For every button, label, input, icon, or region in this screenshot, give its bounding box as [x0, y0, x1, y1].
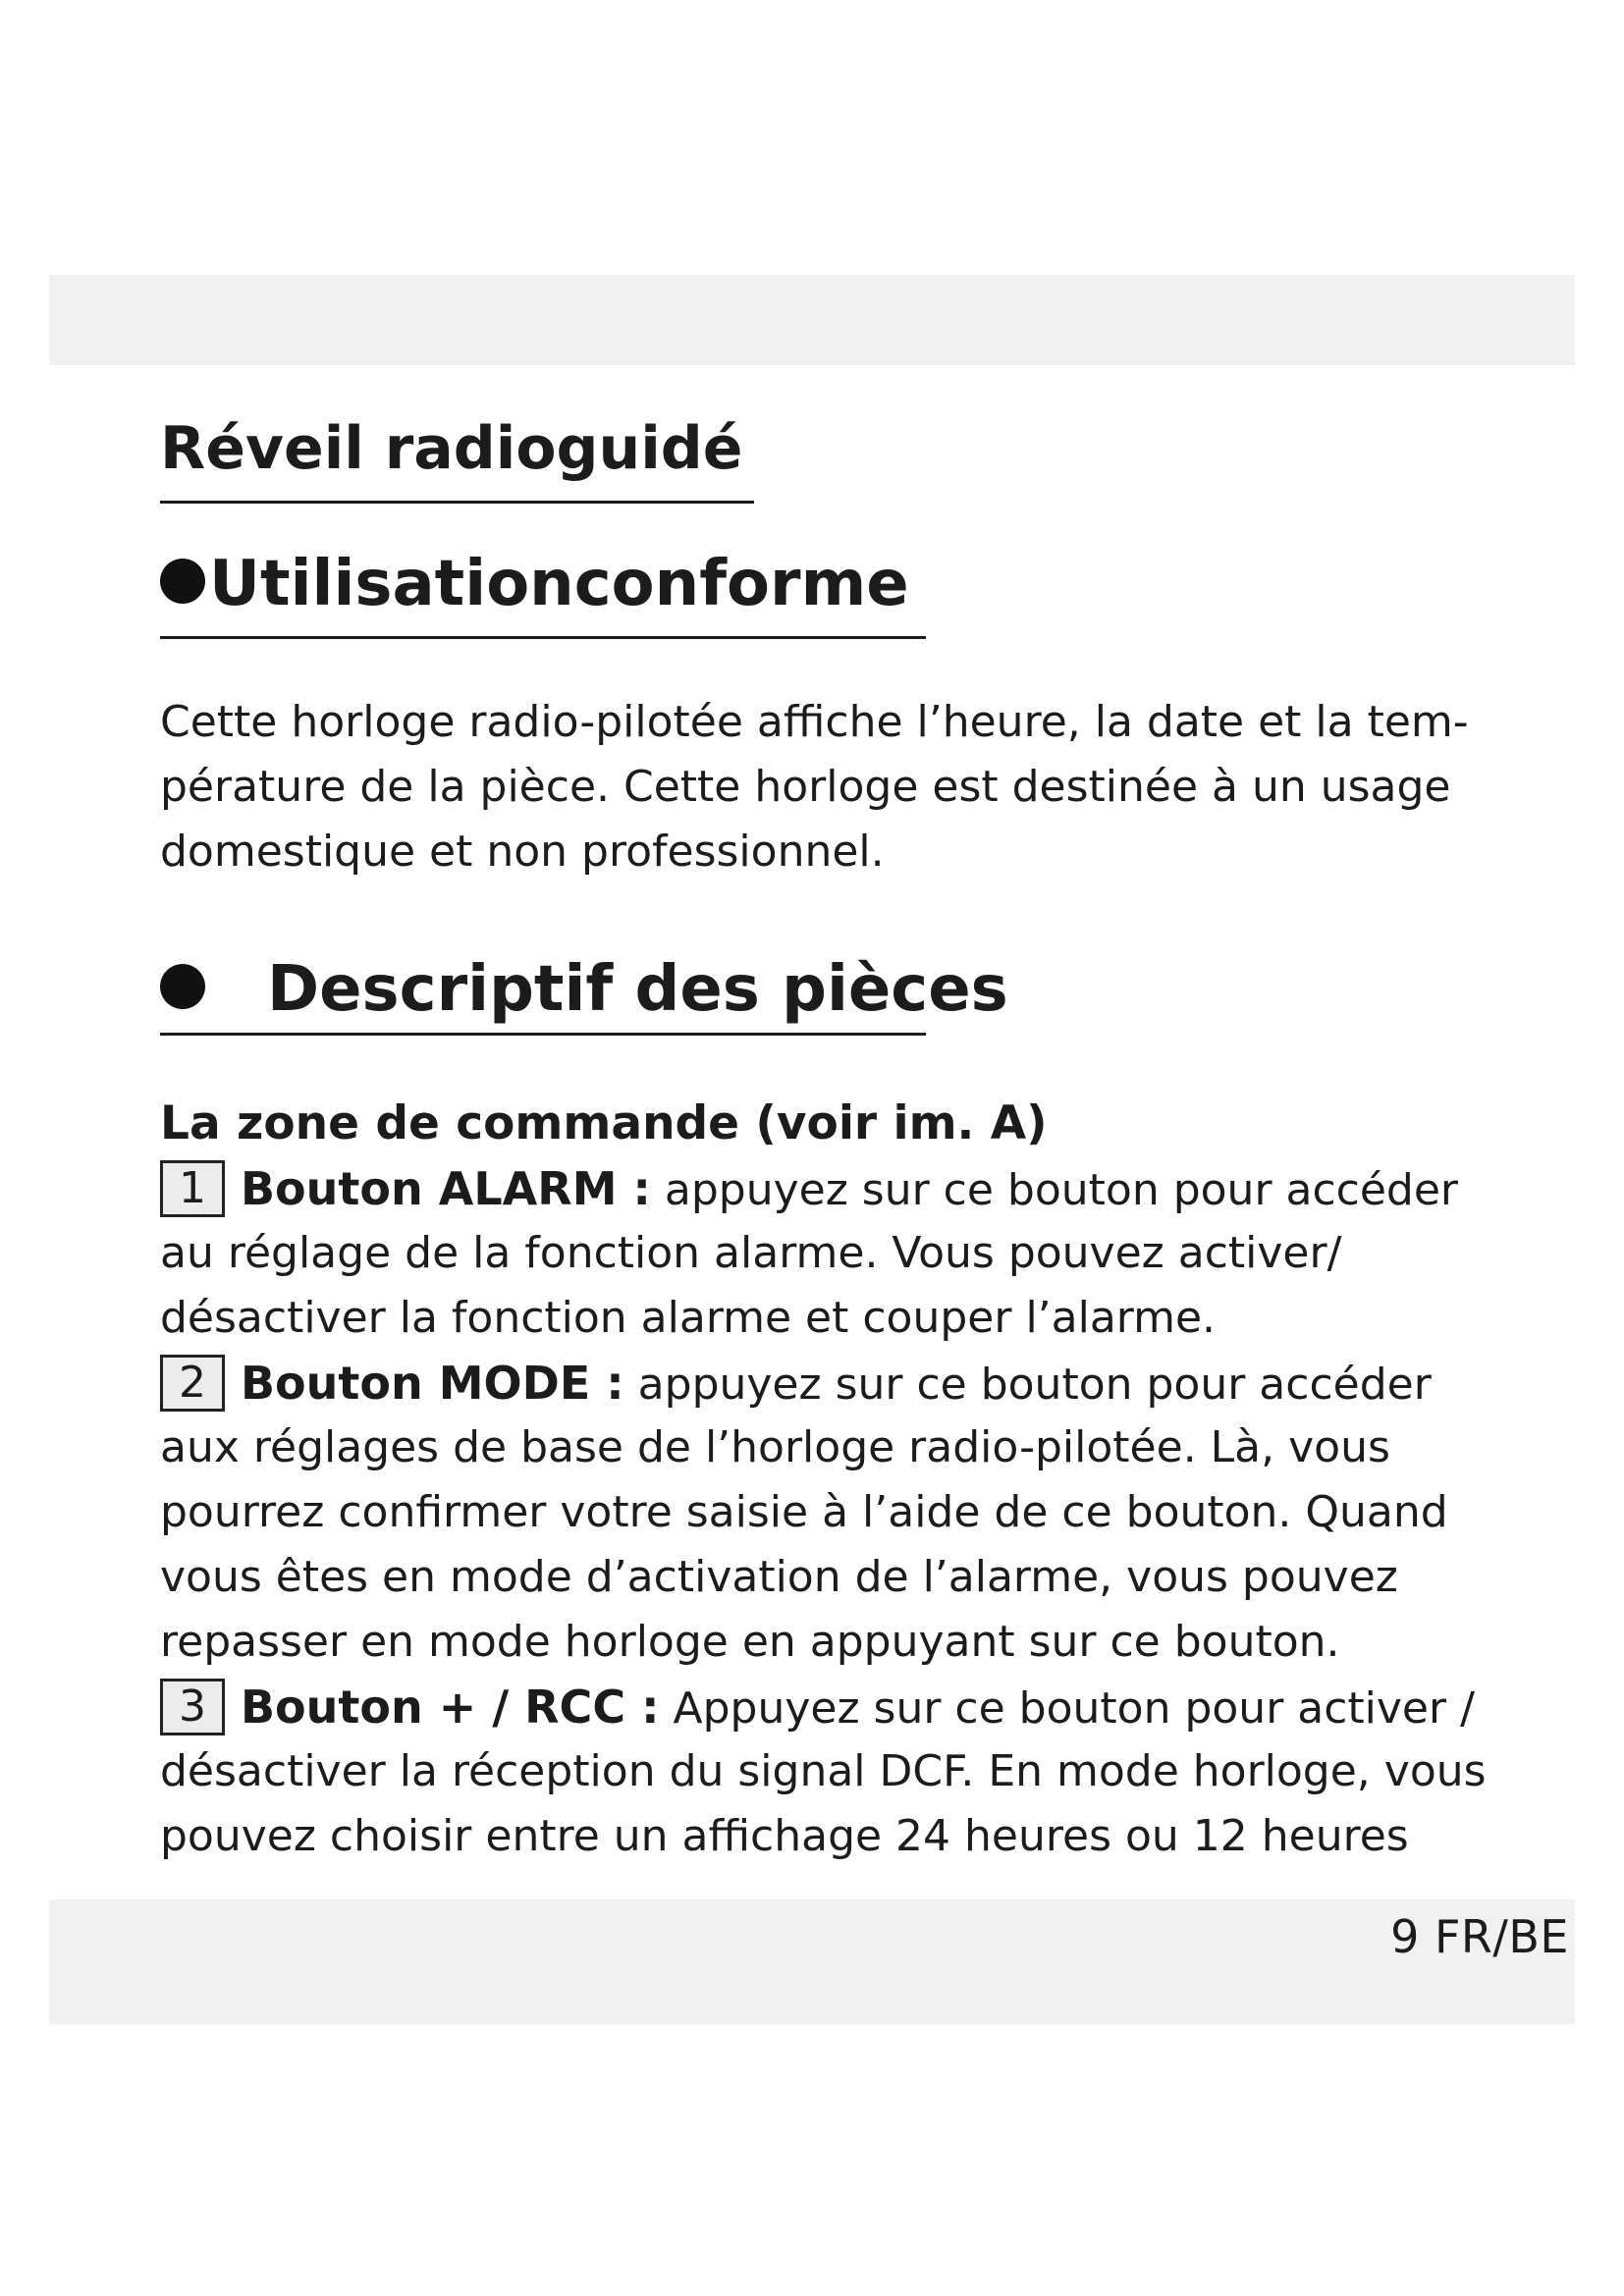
part-item-first-line [160, 1675, 1487, 1739]
part-item-first-line [160, 1351, 1487, 1415]
control-zone-subheading: La zone de commande (voir im. A) [160, 1096, 1048, 1150]
part-item-line: pourrez confirmer votre saisie à l’aide de ce bouton. Quand [160, 1487, 1448, 1537]
part-item-rcc [160, 1675, 1487, 1869]
part-item-label: Bouton + / RCC : [241, 1681, 660, 1734]
usage-paragraph [160, 690, 1469, 884]
part-item-line: repasser en mode horloge en appuyant sur ce bouton. [160, 1617, 1340, 1667]
bullet-icon [160, 964, 205, 1009]
title-underline [160, 501, 754, 504]
paragraph-line: pérature de la pièce. Cette horloge est destinée à un usage [160, 762, 1451, 812]
part-number-box: 1 [160, 1160, 225, 1217]
header-band [49, 275, 1575, 365]
part-item-line: aux réglages de base de l’horloge radio-pilotée. Là, vous [160, 1422, 1390, 1472]
parts-list [160, 1156, 1487, 1869]
part-item-text: appuyez sur ce bouton pour accéder [637, 1360, 1432, 1410]
section-heading-parts-text: Descriptif des pièces [267, 953, 1008, 1026]
part-item-text: Appuyez sur ce bouton pour activer / [673, 1683, 1475, 1734]
part-item-line: au réglage de la fonction alarme. Vous pouvez activer/ [160, 1228, 1342, 1278]
section-heading-usage-text: Utilisationconforme [209, 548, 909, 620]
part-item-line: désactiver la fonction alarme et couper l’alarme. [160, 1293, 1217, 1343]
footer-band [49, 1899, 1575, 2024]
heading-underline [160, 1033, 926, 1036]
bullet-icon [160, 559, 205, 604]
part-number-box: 2 [160, 1355, 225, 1412]
part-item-mode [160, 1351, 1487, 1675]
page-number: 9 FR/BE [1390, 1910, 1569, 1963]
part-item-label: Bouton ALARM : [241, 1162, 651, 1215]
part-number-box: 3 [160, 1679, 225, 1735]
part-item-label: Bouton MODE : [241, 1357, 624, 1410]
section-heading-parts [160, 950, 1008, 1029]
paragraph-line: Cette horloge radio-pilotée affiche l’heure, la date et la tem- [160, 697, 1469, 747]
part-item-line: vous êtes en mode d’activation de l’alarme, vous pouvez [160, 1552, 1398, 1602]
section-heading-usage [160, 545, 909, 623]
paragraph-line: domestique et non professionnel. [160, 827, 885, 877]
part-item-alarm [160, 1156, 1487, 1351]
part-item-line: pouvez choisir entre un affichage 24 heures ou 12 heures [160, 1811, 1409, 1861]
part-item-first-line [160, 1156, 1487, 1221]
heading-underline [160, 636, 926, 639]
part-item-line: désactiver la réception du signal DCF. En mode horloge, vous [160, 1746, 1487, 1796]
page-title: Réveil radioguidé [160, 414, 743, 483]
part-item-text: appuyez sur ce bouton pour accéder [664, 1165, 1459, 1215]
